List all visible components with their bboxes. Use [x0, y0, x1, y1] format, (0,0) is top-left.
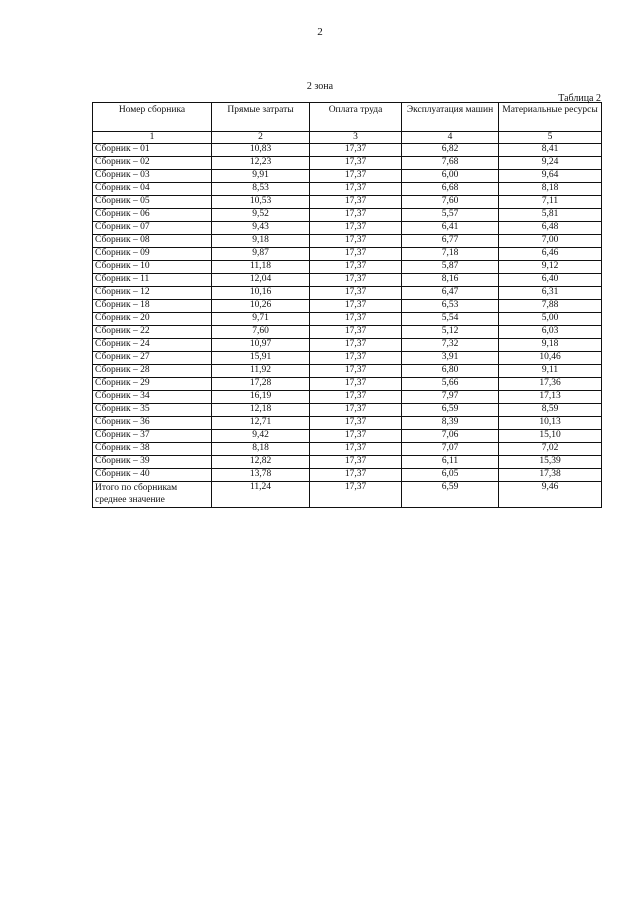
- table-row: [93, 352, 602, 365]
- machine-operation-cell: 5,66: [402, 378, 499, 391]
- table-row: [93, 365, 602, 378]
- machine-operation-cell: 5,87: [402, 261, 499, 274]
- table-row: [93, 456, 602, 469]
- labor-pay-cell: 17,37: [310, 157, 402, 170]
- collection-name-cell: Сборник – 29: [93, 378, 212, 391]
- collection-name-cell: Сборник – 11: [93, 274, 212, 287]
- labor-pay-cell: 17,37: [310, 352, 402, 365]
- collection-name-cell: Сборник – 03: [93, 170, 212, 183]
- labor-pay-cell: 17,37: [310, 339, 402, 352]
- table-body: [93, 144, 602, 482]
- collection-name-cell: Сборник – 09: [93, 248, 212, 261]
- table-row: [93, 248, 602, 261]
- material-resources-cell: 7,00: [499, 235, 602, 248]
- direct-costs-cell: 8,18: [212, 443, 310, 456]
- machine-operation-cell: 5,12: [402, 326, 499, 339]
- labor-pay-cell: 17,37: [310, 378, 402, 391]
- machine-operation-cell: 6,00: [402, 170, 499, 183]
- total-direct-costs: 11,24: [212, 482, 310, 508]
- material-resources-cell: 9,12: [499, 261, 602, 274]
- column-number: 5: [499, 132, 602, 144]
- direct-costs-cell: 11,18: [212, 261, 310, 274]
- total-label-line2: среднее значение: [95, 494, 165, 505]
- collection-name-cell: Сборник – 34: [93, 391, 212, 404]
- header-direct-costs: Прямые затраты: [212, 103, 310, 132]
- table-row: [93, 170, 602, 183]
- labor-pay-cell: 17,37: [310, 430, 402, 443]
- labor-pay-cell: 17,37: [310, 300, 402, 313]
- table-row: [93, 391, 602, 404]
- total-machine-operation: 6,59: [402, 482, 499, 508]
- direct-costs-cell: 9,71: [212, 313, 310, 326]
- machine-operation-cell: 8,16: [402, 274, 499, 287]
- material-resources-cell: 6,46: [499, 248, 602, 261]
- header-labor-pay: Оплата труда: [310, 103, 402, 132]
- machine-operation-cell: 5,54: [402, 313, 499, 326]
- direct-costs-cell: 9,18: [212, 235, 310, 248]
- direct-costs-cell: 9,42: [212, 430, 310, 443]
- material-resources-cell: 15,10: [499, 430, 602, 443]
- table-row: [93, 287, 602, 300]
- material-resources-cell: 15,39: [499, 456, 602, 469]
- labor-pay-cell: 17,37: [310, 287, 402, 300]
- material-resources-cell: 7,02: [499, 443, 602, 456]
- table-row: [93, 378, 602, 391]
- direct-costs-cell: 15,91: [212, 352, 310, 365]
- collection-name-cell: Сборник – 24: [93, 339, 212, 352]
- direct-costs-cell: 10,97: [212, 339, 310, 352]
- table-row: [93, 404, 602, 417]
- machine-operation-cell: 5,57: [402, 209, 499, 222]
- labor-pay-cell: 17,37: [310, 183, 402, 196]
- collection-name-cell: Сборник – 12: [93, 287, 212, 300]
- machine-operation-cell: 7,68: [402, 157, 499, 170]
- labor-pay-cell: 17,37: [310, 144, 402, 157]
- collection-name-cell: Сборник – 02: [93, 157, 212, 170]
- labor-pay-cell: 17,37: [310, 261, 402, 274]
- direct-costs-cell: 12,23: [212, 157, 310, 170]
- material-resources-cell: 10,13: [499, 417, 602, 430]
- material-resources-cell: 7,11: [499, 196, 602, 209]
- collection-name-cell: Сборник – 28: [93, 365, 212, 378]
- direct-costs-cell: 10,53: [212, 196, 310, 209]
- total-labor-pay: 17,37: [310, 482, 402, 508]
- material-resources-cell: 10,46: [499, 352, 602, 365]
- direct-costs-cell: 8,53: [212, 183, 310, 196]
- table-row: [93, 300, 602, 313]
- table-row: [93, 235, 602, 248]
- labor-pay-cell: 17,37: [310, 209, 402, 222]
- total-material-resources: 9,46: [499, 482, 602, 508]
- total-row: [93, 482, 602, 508]
- machine-operation-cell: 6,77: [402, 235, 499, 248]
- machine-operation-cell: 6,80: [402, 365, 499, 378]
- collection-name-cell: Сборник – 37: [93, 430, 212, 443]
- collection-name-cell: Сборник – 05: [93, 196, 212, 209]
- machine-operation-cell: 6,59: [402, 404, 499, 417]
- table-row: [93, 339, 602, 352]
- direct-costs-cell: 16,19: [212, 391, 310, 404]
- direct-costs-cell: 12,04: [212, 274, 310, 287]
- direct-costs-cell: 10,83: [212, 144, 310, 157]
- collection-name-cell: Сборник – 36: [93, 417, 212, 430]
- material-resources-cell: 6,40: [499, 274, 602, 287]
- machine-operation-cell: 6,05: [402, 469, 499, 482]
- machine-operation-cell: 7,60: [402, 196, 499, 209]
- table-row: [93, 261, 602, 274]
- labor-pay-cell: 17,37: [310, 443, 402, 456]
- material-resources-cell: 5,00: [499, 313, 602, 326]
- table-row: [93, 209, 602, 222]
- table-row: [93, 274, 602, 287]
- machine-operation-cell: 3,91: [402, 352, 499, 365]
- table-caption: Таблица 2: [558, 93, 601, 104]
- labor-pay-cell: 17,37: [310, 313, 402, 326]
- table-row: [93, 430, 602, 443]
- labor-pay-cell: 17,37: [310, 235, 402, 248]
- material-resources-cell: 9,24: [499, 157, 602, 170]
- table-row: [93, 183, 602, 196]
- direct-costs-cell: 10,16: [212, 287, 310, 300]
- collection-name-cell: Сборник – 38: [93, 443, 212, 456]
- table-row: [93, 326, 602, 339]
- machine-operation-cell: 6,41: [402, 222, 499, 235]
- material-resources-cell: 9,11: [499, 365, 602, 378]
- direct-costs-cell: 9,91: [212, 170, 310, 183]
- material-resources-cell: 8,59: [499, 404, 602, 417]
- machine-operation-cell: 6,47: [402, 287, 499, 300]
- table-row: [93, 222, 602, 235]
- machine-operation-cell: 6,53: [402, 300, 499, 313]
- table-row: [93, 443, 602, 456]
- material-resources-cell: 7,88: [499, 300, 602, 313]
- labor-pay-cell: 17,37: [310, 326, 402, 339]
- column-number-row: [93, 132, 602, 144]
- header-row: [93, 103, 602, 132]
- machine-operation-cell: 7,06: [402, 430, 499, 443]
- column-number: 4: [402, 132, 499, 144]
- total-label-line1: Итого по сборникам: [95, 483, 178, 493]
- labor-pay-cell: 17,37: [310, 391, 402, 404]
- header-material-resources: Материальные ресурсы: [499, 103, 602, 132]
- table-row: [93, 313, 602, 326]
- table-row: [93, 469, 602, 482]
- collection-name-cell: Сборник – 01: [93, 144, 212, 157]
- machine-operation-cell: 7,32: [402, 339, 499, 352]
- labor-pay-cell: 17,37: [310, 365, 402, 378]
- header-machine-operation: Эксплуатация машин: [402, 103, 499, 132]
- labor-pay-cell: 17,37: [310, 222, 402, 235]
- labor-pay-cell: 17,37: [310, 170, 402, 183]
- machine-operation-cell: 6,11: [402, 456, 499, 469]
- collection-name-cell: Сборник – 10: [93, 261, 212, 274]
- material-resources-cell: 9,64: [499, 170, 602, 183]
- collection-name-cell: Сборник – 08: [93, 235, 212, 248]
- direct-costs-cell: 12,18: [212, 404, 310, 417]
- machine-operation-cell: 8,39: [402, 417, 499, 430]
- collection-name-cell: Сборник – 27: [93, 352, 212, 365]
- labor-pay-cell: 17,37: [310, 248, 402, 261]
- machine-operation-cell: 7,07: [402, 443, 499, 456]
- collection-name-cell: Сборник – 18: [93, 300, 212, 313]
- direct-costs-cell: 9,52: [212, 209, 310, 222]
- machine-operation-cell: 7,18: [402, 248, 499, 261]
- collection-name-cell: Сборник – 39: [93, 456, 212, 469]
- machine-operation-cell: 7,97: [402, 391, 499, 404]
- direct-costs-cell: 13,78: [212, 469, 310, 482]
- collection-name-cell: Сборник – 35: [93, 404, 212, 417]
- labor-pay-cell: 17,37: [310, 196, 402, 209]
- header-collection-number: Номер сборника: [93, 103, 212, 132]
- direct-costs-cell: 9,43: [212, 222, 310, 235]
- direct-costs-cell: 12,71: [212, 417, 310, 430]
- material-resources-cell: 8,18: [499, 183, 602, 196]
- data-table: [92, 102, 602, 508]
- column-number: 2: [212, 132, 310, 144]
- direct-costs-cell: 17,28: [212, 378, 310, 391]
- table-row: [93, 157, 602, 170]
- labor-pay-cell: 17,37: [310, 274, 402, 287]
- table-row: [93, 144, 602, 157]
- collection-name-cell: Сборник – 06: [93, 209, 212, 222]
- column-number: 1: [93, 132, 212, 144]
- direct-costs-cell: 9,87: [212, 248, 310, 261]
- material-resources-cell: 17,38: [499, 469, 602, 482]
- collection-name-cell: Сборник – 04: [93, 183, 212, 196]
- direct-costs-cell: 11,92: [212, 365, 310, 378]
- collection-name-cell: Сборник – 22: [93, 326, 212, 339]
- direct-costs-cell: 12,82: [212, 456, 310, 469]
- material-resources-cell: 6,31: [499, 287, 602, 300]
- direct-costs-cell: 10,26: [212, 300, 310, 313]
- table-row: [93, 196, 602, 209]
- material-resources-cell: 5,81: [499, 209, 602, 222]
- material-resources-cell: 9,18: [499, 339, 602, 352]
- collection-name-cell: Сборник – 07: [93, 222, 212, 235]
- page-number: 2: [317, 26, 323, 38]
- zone-title: 2 зона: [306, 81, 334, 92]
- material-resources-cell: 6,48: [499, 222, 602, 235]
- direct-costs-cell: 7,60: [212, 326, 310, 339]
- labor-pay-cell: 17,37: [310, 417, 402, 430]
- collection-name-cell: Сборник – 40: [93, 469, 212, 482]
- machine-operation-cell: 6,68: [402, 183, 499, 196]
- material-resources-cell: 17,36: [499, 378, 602, 391]
- total-label: [93, 482, 212, 508]
- material-resources-cell: 17,13: [499, 391, 602, 404]
- column-number: 3: [310, 132, 402, 144]
- material-resources-cell: 6,03: [499, 326, 602, 339]
- machine-operation-cell: 6,82: [402, 144, 499, 157]
- labor-pay-cell: 17,37: [310, 404, 402, 417]
- collection-name-cell: Сборник – 20: [93, 313, 212, 326]
- labor-pay-cell: 17,37: [310, 469, 402, 482]
- material-resources-cell: 8,41: [499, 144, 602, 157]
- table-row: [93, 417, 602, 430]
- labor-pay-cell: 17,37: [310, 456, 402, 469]
